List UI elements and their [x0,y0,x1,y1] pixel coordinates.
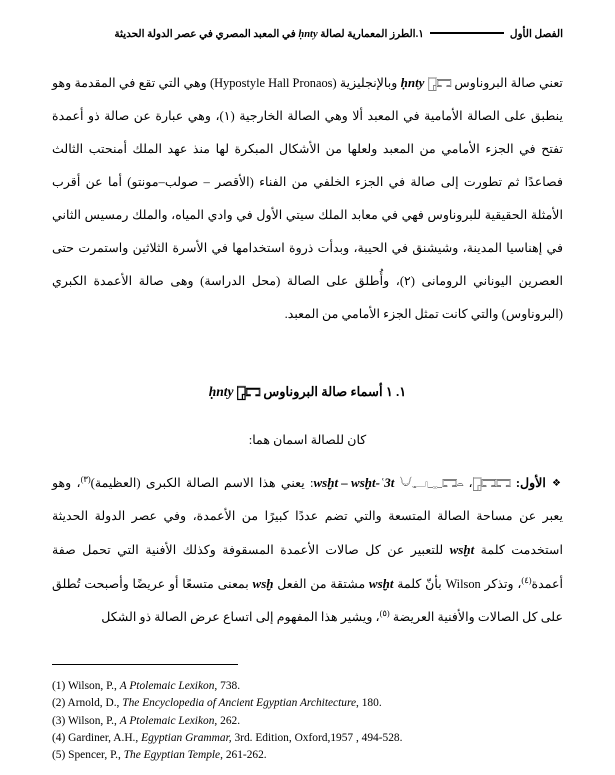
header-title-transliteration: ḥnty [298,29,318,40]
bullet-line4-d: بمعنى متسعًا أو عريضًا وأصبحت تُطلق [52,577,249,592]
footnote-work-title: A Ptolemaic Lexikon [119,680,215,692]
footnote-tail: , 261-262. [220,749,267,762]
section-heading [52,382,563,401]
footnote-work-title: A Ptolemaic Lexikon [119,714,215,727]
footnote-author: Wilson, P., [67,714,117,727]
para1-segment-c: وهي التي [158,76,207,90]
footnotes-list [52,678,563,765]
footnote-work-title: The Egyptian Temple [123,749,221,762]
transliteration-hnty-1: ḥnty [400,75,425,90]
transliteration-hnty-2: ḥnty [208,384,234,399]
page-running-header [52,28,563,40]
header-title-part2: في المعبد المصري في عصر الدولة الحديثة [114,29,296,40]
footnote-number: (4) [52,731,66,744]
hieroglyph-group-wsht-1: 𓉗𓉐𓉐 [472,478,511,491]
header-chapter-label: الفصل الأول [509,29,563,40]
footnote-number: (1) [52,680,66,692]
footnote-tail: , 180. [356,697,382,710]
author-name-wilson: Wilson [445,577,481,592]
footnote-author: Arnold, D., [67,697,120,710]
footnote-number: (3) [52,714,66,727]
footnote-author: Spencer, P., [68,749,121,762]
english-term-pronaos: (Hypostyle Hall Pronaos) [209,76,337,90]
section-number: ١. ١ [385,384,407,399]
header-title [114,28,423,40]
transliteration-wsht-aat: wsḫt – wsḫt-ʿ3t [313,475,395,490]
footnote-item [52,678,563,695]
footnote-number: (2) [52,697,66,710]
transliteration-wsht-3: wsḫt [449,542,475,558]
bullet-text-a: : يعني هذا الاسم الصالة الكبرى (العظيمة) [90,476,314,490]
footnote-item [52,730,563,747]
footnote-work-title: Egyptian Grammar, [141,731,232,744]
header-divider-rule [430,32,504,34]
footnote-number: (5) [52,749,66,762]
header-title-part1: ١.الطرز المعمارية لصالة [320,29,424,40]
bullet-line5-b: ، ويشير هذا المفهوم إلى اتساع عرض الصالة ذو الشكل [101,610,380,625]
section-intro-line: كان للصالة اسمان هما: [248,433,367,447]
footnote-author: Wilson, P., [67,680,117,692]
footnote-item [52,713,563,730]
footnote-item [52,747,563,764]
bullet-line5-a: على كل الصالات والأفنية العريضة [392,610,563,625]
bullet-line4-c: مشتقة من الفعل [277,577,366,592]
bullet-line3-a: استخدمت كلمة [480,543,563,558]
paragraph-1 [52,66,563,331]
bullet-entry-block [52,466,563,634]
bullet-line3-b: للتعبير عن كل صالات الأعمدة المسقوفة وكذلك الأفنية التي تحمل صفة أعمدة [52,543,563,592]
section-title: أسماء صالة البروناوس [263,384,383,399]
footnote-item [52,695,563,712]
footnote-author: Gardiner, A.H., [68,731,139,744]
bullet-paragraph [52,466,563,634]
footnote-ref-5: (٥) [379,608,390,618]
footnote-tail: , 738. [214,680,241,692]
para1-segment-a: تعني صالة البروناوس [454,76,563,90]
bullet-line2: يعبر عن مساحة الصالة المتسعة والتي تضم عددًا كبيرًا من الأعمدة، وفي عصر الدولة الحديثة [52,509,563,524]
para1-segment-b: وبالإنجليزية [339,76,398,90]
hieroglyph-group-hnty-1: 𓉗𓉐 [427,78,452,91]
footnote-ref-3: (٣) [80,474,91,484]
footnote-work-title: The Encyclopedia of Ancient Egyptian Architecture [122,697,357,710]
transliteration-wsht-4: wsḫt [368,576,394,592]
hieroglyph-group-hnty-2: 𓉗𓉐 [236,387,261,400]
transliteration-wsh: wsḫ [252,576,274,592]
bullet-text-b: ، وهو [52,476,81,490]
footnote-tail: 3rd. Edition, Oxford,1957 , 494-528. [231,731,403,744]
body-text-block [52,66,563,331]
bullet-line4-a: ، وتذكر [484,577,522,592]
para1-body-rest: تقع في المقدمة وهو ينطبق على الصالة الأمامية في المعبد ألا وهي الصالة الخارجية (١)، وهي عبارة عن صالة ذو أعمدة تفتح في الجزء الأمامي من المعبد ولعلها من الأشكال المبكرة لها منذ عهد الملك أمنحتب الثالث فصاعدًا ثم تطورت إلى صالة في الجزء الخلفي من الفناء (الأقصر – صولب–مونتو) أما عن أقرب الأمثلة الحقيقية للبروناوس فهي في معابد الملك سيتي الأول في وادي المياه، والملك رمسيس الثاني في إهناسيا المدينة، وشيشنق في الحيبة، وبدأت ذروة استخدامها في الأسرة الثلاثين واستمرت حتى العصرين اليوناني الرومانى (٢)، وأُطلق على الصالة (محل الدراسة) وهى صالة الأعمدة الكبري (البروناوس) والتي كانت تمثل الجزء الأمامي من المعبد. [52,76,563,321]
hieroglyph-group-wsht-2: 𓄋𓂝𓊃𓉐𓏏 [399,478,464,491]
footnote-tail: , 262. [214,714,241,727]
footnote-ref-4: (٤) [521,575,532,585]
bullet-label-first: الأول: [515,476,546,490]
bullet-line4-b: بأنّ كلمة [397,577,442,592]
bullet-marker-icon: ❖ [551,478,564,489]
footnote-separator-rule [52,664,238,665]
glyph-separator: ، [468,476,473,490]
